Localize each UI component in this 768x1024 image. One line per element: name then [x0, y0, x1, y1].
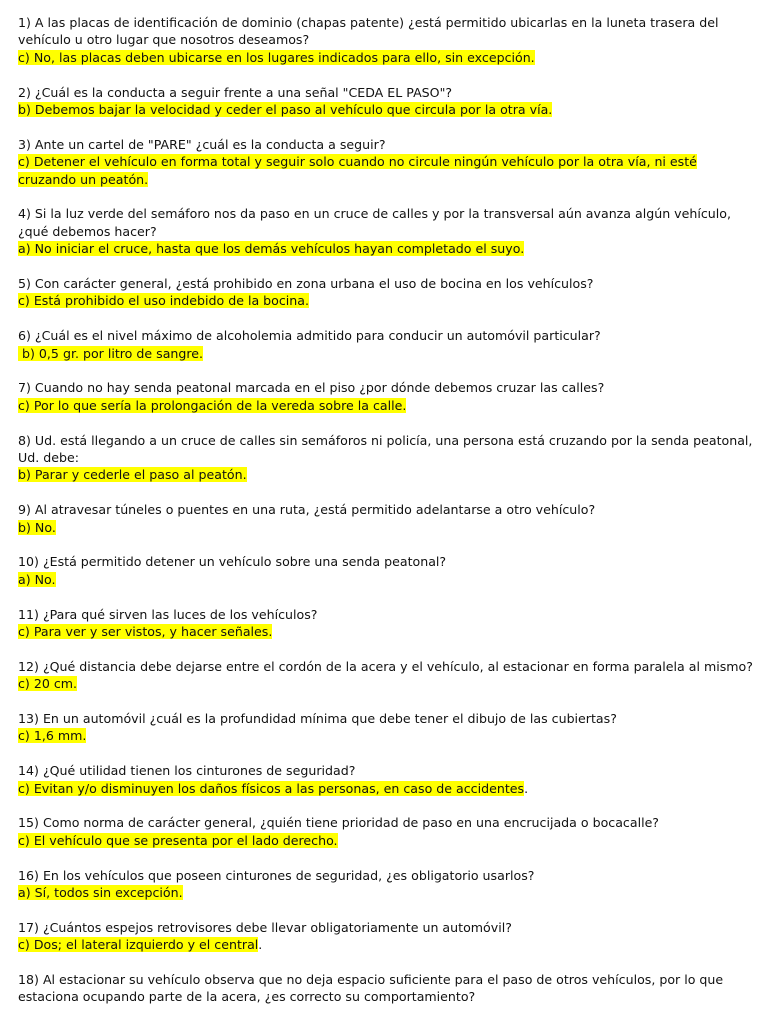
question-block-17 [18, 919, 758, 954]
question-text: 14) ¿Qué utilidad tienen los cinturones de seguridad? [18, 763, 356, 779]
answer-line [18, 397, 758, 414]
highlighted-answer: c) 20 cm. [18, 676, 78, 692]
question-text: 9) Al atravesar túneles o puentes en una ruta, ¿está permitido adelantarse a otro vehículo? [18, 502, 596, 518]
question-block-15 [18, 814, 758, 849]
document-page [18, 14, 758, 1023]
question-text: 7) Cuando no hay senda peatonal marcada en el piso ¿por dónde debemos cruzar las calles? [18, 380, 605, 396]
answer-line [18, 466, 758, 483]
answer-line [18, 519, 758, 536]
question-block-10 [18, 553, 758, 588]
highlighted-answer: a) Sí, todos sin excepción. [18, 885, 183, 901]
answer-line [18, 675, 758, 692]
question-text: 13) En un automóvil ¿cuál es la profundidad mínima que debe tener el dibujo de las cubiertas? [18, 711, 617, 727]
answer-line [18, 345, 758, 362]
highlighted-answer: c) No, las placas deben ubicarse en los lugares indicados para ello, sin excepción. [18, 49, 535, 65]
question-block-7 [18, 379, 758, 414]
highlighted-answer: c) 1,6 mm. [18, 728, 87, 744]
question-block-8 [18, 432, 758, 484]
question-text: 5) Con carácter general, ¿está prohibido en zona urbana el uso de bocina en los vehículos? [18, 276, 594, 292]
answer-line [18, 623, 758, 640]
question-block-18 [18, 971, 758, 1006]
highlighted-answer: b) Debemos bajar la velocidad y ceder el paso al vehículo que circula por la otra vía. [18, 102, 553, 118]
highlighted-answer: c) Dos; el lateral izquierdo y el central [18, 937, 259, 953]
highlighted-answer: c) Para ver y ser vistos, y hacer señales. [18, 624, 273, 640]
highlighted-answer: c) Detener el vehículo en forma total y seguir solo cuando no circule ningún vehículo por la otra vía, ni esté cruzando un peatón. [18, 154, 697, 187]
question-block-3 [18, 136, 758, 188]
question-block-12 [18, 658, 758, 693]
question-block-5 [18, 275, 758, 310]
answer-line [18, 832, 758, 849]
highlighted-answer: c) Por lo que sería la prolongación de la vereda sobre la calle. [18, 397, 407, 413]
question-text: 12) ¿Qué distancia debe dejarse entre el cordón de la acera y el vehículo, al estacionar en forma paralela al mismo? [18, 658, 753, 674]
answer-line [18, 240, 758, 257]
question-text: 8) Ud. está llegando a un cruce de calles sin semáforos ni policía, una persona está cruzando por la senda peatonal, Ud. debe: [18, 432, 753, 466]
highlighted-answer: b) Parar y cederle el paso al peatón. [18, 467, 247, 483]
question-text: 11) ¿Para qué sirven las luces de los vehículos? [18, 606, 318, 622]
answer-line [18, 292, 758, 309]
question-text: 16) En los vehículos que poseen cinturones de seguridad, ¿es obligatorio usarlos? [18, 867, 535, 883]
question-text: 3) Ante un cartel de "PARE" ¿cuál es la conducta a seguir? [18, 136, 386, 152]
question-block-1 [18, 14, 758, 66]
highlighted-answer: a) No iniciar el cruce, hasta que los demás vehículos hayan completado el suyo. [18, 241, 525, 257]
question-text: 1) A las placas de identificación de dominio (chapas patente) ¿está permitido ubicarlas en la luneta trasera del vehículo u otro lugar que nosotros deseamos? [18, 15, 719, 48]
question-text: 15) Como norma de carácter general, ¿quién tiene prioridad de paso en una encrucijada o bocacalle? [18, 815, 659, 831]
question-text: 17) ¿Cuántos espejos retrovisores debe llevar obligatoriamente un automóvil? [18, 919, 512, 935]
question-block-16 [18, 867, 758, 902]
answer-line [18, 727, 758, 744]
highlighted-answer: c) Está prohibido el uso indebido de la bocina. [18, 293, 310, 309]
answer-suffix: . [524, 780, 529, 796]
highlighted-answer: b) 0,5 gr. por litro de sangre. [18, 345, 204, 361]
question-text: 2) ¿Cuál es la conducta a seguir frente a una señal "CEDA EL PASO"? [18, 84, 453, 100]
highlighted-answer: c) El vehículo que se presenta por el lado derecho. [18, 832, 338, 848]
question-block-14 [18, 762, 758, 797]
answer-line [18, 153, 758, 188]
answer-line [18, 884, 758, 901]
question-text: 18) Al estacionar su vehículo observa que no deja espacio suficiente para el paso de otros vehículos, por lo que estaciona ocupando parte de la acera, ¿es correcto su comportamiento? [18, 972, 724, 1005]
question-block-4 [18, 205, 758, 257]
question-text: 6) ¿Cuál es el nivel máximo de alcoholemia admitido para conducir un automóvil particular? [18, 328, 601, 344]
question-block-13 [18, 710, 758, 745]
answer-line [18, 49, 758, 66]
question-block-6 [18, 327, 758, 362]
question-block-11 [18, 606, 758, 641]
question-block-2 [18, 84, 758, 119]
question-text: 4) Si la luz verde del semáforo nos da paso en un cruce de calles y por la transversal aún avanza algún vehículo, ¿qué debemos hacer? [18, 206, 731, 239]
answer-line [18, 780, 758, 797]
answer-line [18, 101, 758, 118]
question-text: 10) ¿Está permitido detener un vehículo sobre una senda peatonal? [18, 554, 447, 570]
answer-suffix: . [258, 937, 263, 953]
highlighted-answer: a) No. [18, 571, 56, 587]
answer-line [18, 936, 758, 953]
answer-line [18, 571, 758, 588]
highlighted-answer: c) Evitan y/o disminuyen los daños físicos a las personas, en caso de accidentes [18, 780, 525, 796]
question-block-9 [18, 501, 758, 536]
highlighted-answer: b) No. [18, 519, 56, 535]
